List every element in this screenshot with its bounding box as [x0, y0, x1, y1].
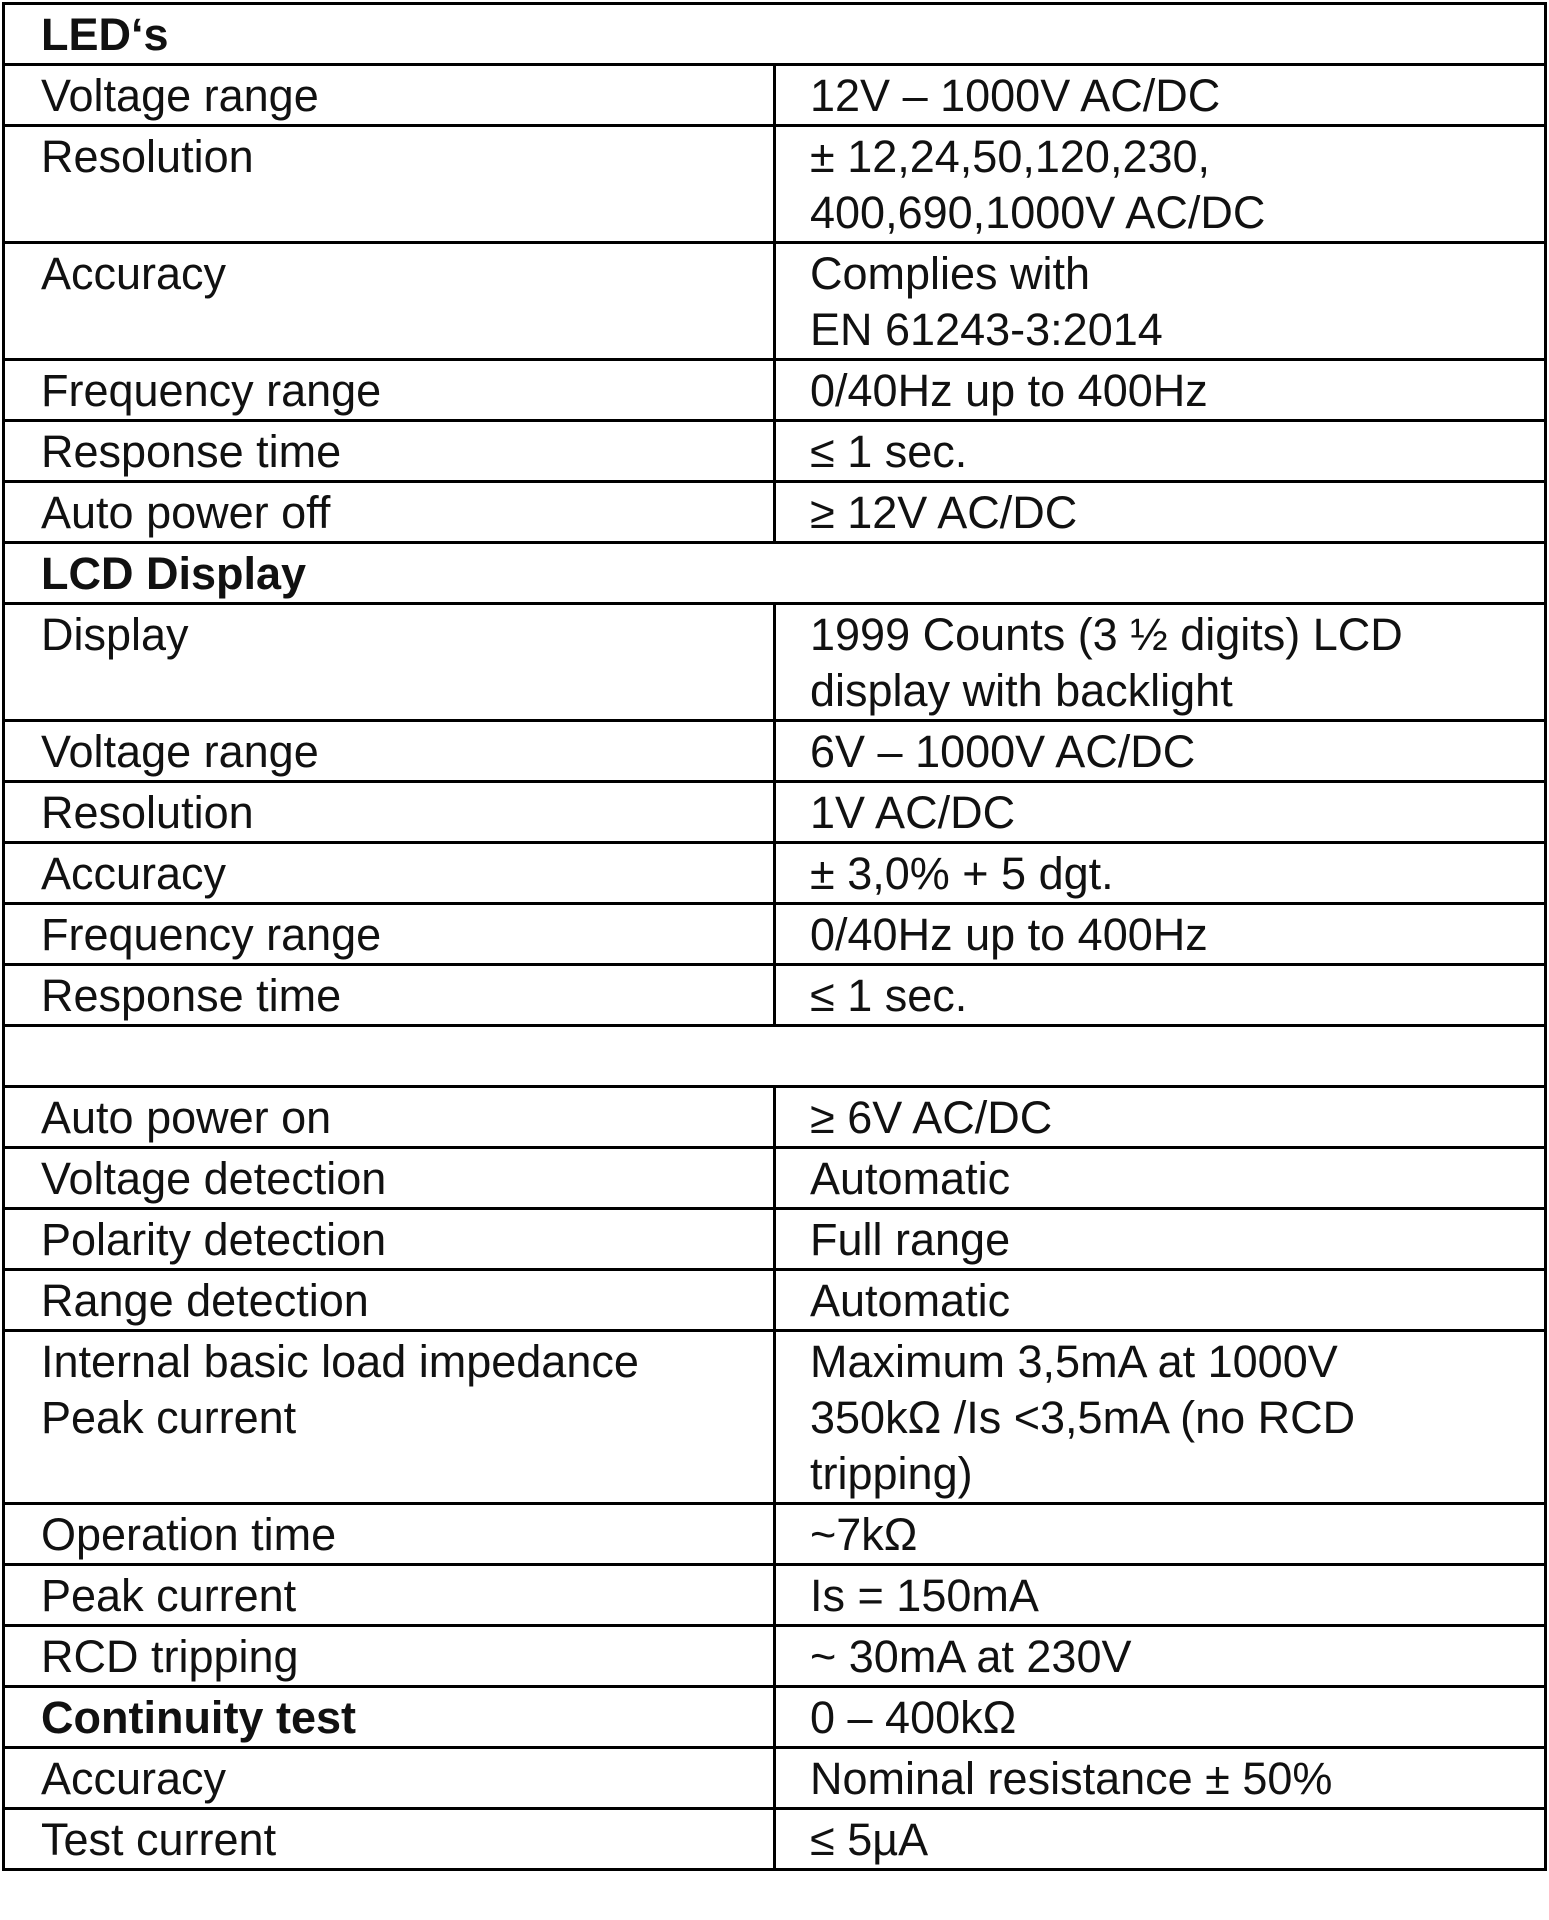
- spec-label: Voltage range: [4, 65, 775, 126]
- spec-label: Polarity detection: [4, 1209, 775, 1270]
- spec-value: 6V – 1000V AC/DC: [775, 721, 1546, 782]
- section-header-row: [4, 543, 1546, 604]
- spec-label: Display: [4, 604, 775, 721]
- spec-row: [4, 1270, 1546, 1331]
- spec-label: Frequency range: [4, 904, 775, 965]
- spec-value: Automatic: [775, 1270, 1546, 1331]
- spec-value: 0/40Hz up to 400Hz: [775, 360, 1546, 421]
- spec-value: 1V AC/DC: [775, 782, 1546, 843]
- spec-row: [4, 1087, 1546, 1148]
- spec-label: Response time: [4, 965, 775, 1026]
- spec-row: [4, 721, 1546, 782]
- spec-row: [4, 782, 1546, 843]
- spec-row: [4, 1809, 1546, 1870]
- spec-label: Resolution: [4, 782, 775, 843]
- spec-value: Nominal resistance ± 50%: [775, 1748, 1546, 1809]
- section-header-row: [4, 4, 1546, 65]
- spec-value: ~ 30mA at 230V: [775, 1626, 1546, 1687]
- spec-label: Test current: [4, 1809, 775, 1870]
- spec-value: ≤ 5µA: [775, 1809, 1546, 1870]
- spec-row: [4, 1687, 1546, 1748]
- spec-row: [4, 1331, 1546, 1504]
- spec-row: [4, 1504, 1546, 1565]
- spec-label: Continuity test: [4, 1687, 775, 1748]
- spec-value: 0 – 400kΩ: [775, 1687, 1546, 1748]
- spec-value: 12V – 1000V AC/DC: [775, 65, 1546, 126]
- spec-row: [4, 904, 1546, 965]
- spec-row: [4, 421, 1546, 482]
- spec-label: Range detection: [4, 1270, 775, 1331]
- spec-label: Resolution: [4, 126, 775, 243]
- spec-row: [4, 1209, 1546, 1270]
- spacer-row: [4, 1026, 1546, 1087]
- spec-value: 1999 Counts (3 ½ digits) LCD display with backlight: [775, 604, 1546, 721]
- spec-row: [4, 965, 1546, 1026]
- spec-label: Accuracy: [4, 243, 775, 360]
- spec-label: Response time: [4, 421, 775, 482]
- spec-value: Automatic: [775, 1148, 1546, 1209]
- spec-value: ± 3,0% + 5 dgt.: [775, 843, 1546, 904]
- spec-row: [4, 126, 1546, 243]
- spec-row: [4, 1748, 1546, 1809]
- spec-row: [4, 243, 1546, 360]
- spec-label: Peak current: [4, 1565, 775, 1626]
- spacer-cell: [4, 1026, 1546, 1087]
- spec-value: ~7kΩ: [775, 1504, 1546, 1565]
- spec-label: Accuracy: [4, 843, 775, 904]
- spec-value: Full range: [775, 1209, 1546, 1270]
- spec-label: Voltage detection: [4, 1148, 775, 1209]
- section-title: LED‘s: [4, 4, 1546, 65]
- spec-value: ≤ 1 sec.: [775, 965, 1546, 1026]
- spec-value: Complies with EN 61243-3:2014: [775, 243, 1546, 360]
- spec-label: Auto power on: [4, 1087, 775, 1148]
- spec-label: RCD tripping: [4, 1626, 775, 1687]
- spec-value: 0/40Hz up to 400Hz: [775, 904, 1546, 965]
- spec-label: Internal basic load impedance Peak current: [4, 1331, 775, 1504]
- spec-value: ≤ 1 sec.: [775, 421, 1546, 482]
- spec-row: [4, 360, 1546, 421]
- spec-row: [4, 843, 1546, 904]
- spec-value: ≥ 12V AC/DC: [775, 482, 1546, 543]
- spec-label: Frequency range: [4, 360, 775, 421]
- spec-label: Auto power off: [4, 482, 775, 543]
- spec-row: [4, 482, 1546, 543]
- spec-row: [4, 1626, 1546, 1687]
- spec-value: ≥ 6V AC/DC: [775, 1087, 1546, 1148]
- spec-label: Operation time: [4, 1504, 775, 1565]
- section-title: LCD Display: [4, 543, 1546, 604]
- spec-row: [4, 1565, 1546, 1626]
- spec-value: ± 12,24,50,120,230, 400,690,1000V AC/DC: [775, 126, 1546, 243]
- spec-value: Maximum 3,5mA at 1000V 350kΩ /Is <3,5mA (no RCD tripping): [775, 1331, 1546, 1504]
- spec-value: Is = 150mA: [775, 1565, 1546, 1626]
- spec-row: [4, 1148, 1546, 1209]
- specification-table: [2, 2, 1547, 1871]
- spec-row: [4, 604, 1546, 721]
- spec-label: Voltage range: [4, 721, 775, 782]
- spec-label: Accuracy: [4, 1748, 775, 1809]
- spec-row: [4, 65, 1546, 126]
- specification-table-body: [4, 4, 1546, 1870]
